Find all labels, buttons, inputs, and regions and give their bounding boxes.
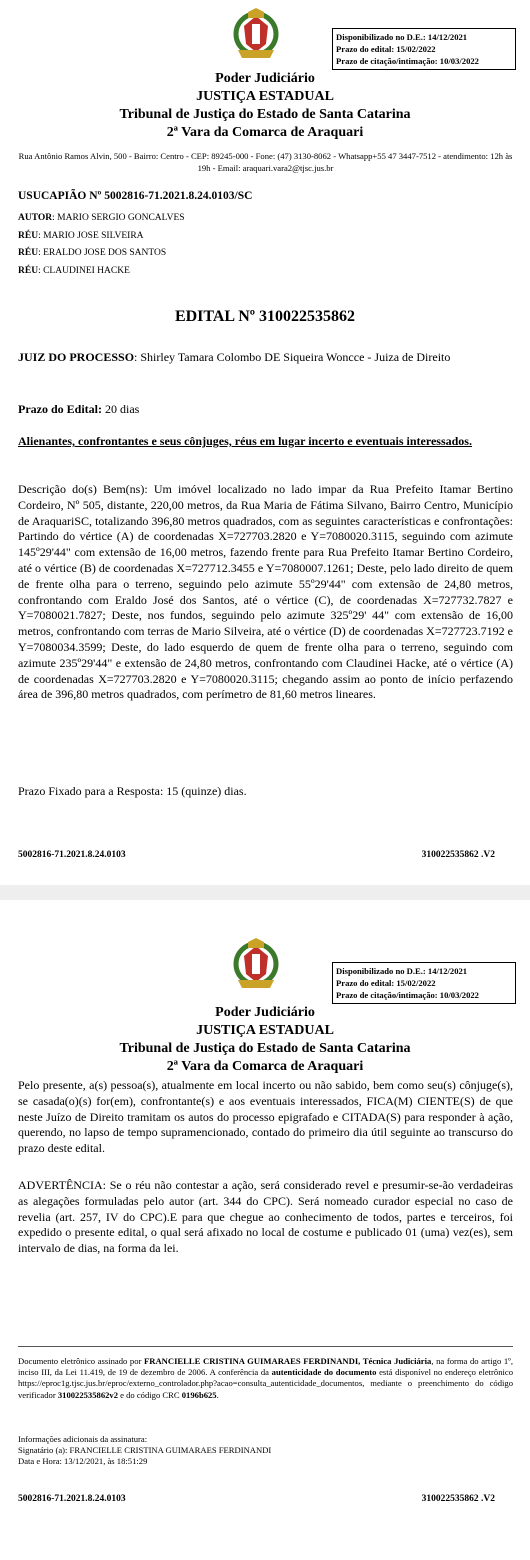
footer-document-id: 310022535862 .V2 (421, 850, 495, 860)
document-page-2 (0, 900, 530, 1560)
party-defendant-3: RÉU: CLAUDINEI HACKE (18, 265, 130, 276)
footer-document-id: 310022535862 .V2 (421, 1494, 495, 1504)
header-line-2: JUSTIÇA ESTADUAL (196, 89, 334, 104)
party-defendant-2: RÉU: ERALDO JOSE DOS SANTOS (18, 248, 167, 258)
property-description: Descrição do(s) Bem(ns): Um imóvel localizado no lado impar da Rua Prefeito Itamar Bertino Cordeiro, Nº 505, distante, 220,00 metros, da Rua Maria de Fátima Silvano, Bairro Centro, Município de AraquariSC, totalizando 396,80 metros quadrados, com as seguintes características e confrontações: Partindo do vértice (A) de coordenadas X=727703.2820 e Y=7080020.3115, seguindo com azimute 145º29'44" com extensão de 16,00 metros, fazendo frente para Rua Prefeito Itamar Bertino Cordeiro, até o vértice (B) de coordenadas X=727712.3455 e Y=7080007.1261; Deste, pelo lado direito de quem de frente olha para o terreno, seguindo pelo azimute 55º29'44" com extensão de 24,80 metros, confrontando com Eraldo José dos Santos, até o vértice (C), de coordenadas X=727732.7827 e Y=7080021.7827; Deste, nos fundos, seguindo pelo azimute 325º29' 44" com extensão de 16,00 metros, confrontando com terras de Mario Silveira, até o vértice (D) de coordenadas X=727723.7192 e Y=7080034.3599; Deste, do lado esquerdo de quem de frente olha para o terreno, seguindo com azimute 235º29'44" e extensão de 24,80 metros, confrontando com Claudinei Hacke, até o vértice (A) de coordenadas X=727703.2820 e Y=7080020.3115; chegando assim ao ponto de início perfazendo área de 396,80 metros quadrados, com perímetro de 81,60 metros lineares. (18, 482, 513, 702)
crc-code: 0196b625 (181, 1389, 217, 1400)
authenticity-label: autenticidade do documento (271, 1367, 377, 1378)
footer-process-number: 5002816-71.2021.8.24.0103 (18, 850, 126, 860)
signature-info (18, 1434, 513, 1468)
prazo-value: 20 dias (102, 402, 140, 416)
electronic-signature-notice: Documento eletrônico assinado por FRANCIELLE CRISTINA GUIMARAES FERDINANDI, Técnica Judiciária, na forma do artigo 1º, inciso III, da Lei 11.419, de 19 de dezembro de 2006. A conferência da autenticidade do documento está disponível no endereço eletrônico https://eproc1g.tjsc.jus.br/eproc/externo_controlador.php?acao=consulta_autenticidade_documentos, mediante o preenchimento do código verificador 310022535862v2 e do código CRC 0196b625. (18, 1356, 514, 1400)
publication-info-box (332, 28, 516, 70)
page-footer (18, 1494, 495, 1504)
court-address: Rua Antônio Ramos Alvin, 500 - Bairro: Centro - CEP: 89245-000 - Fone: (47) 3130-8062 - Whatsapp+55 47 3447-7512 - atendimento: 12h às 19h - Email: araquari.vara2@tjsc.jus.br (18, 151, 513, 173)
page-footer (18, 850, 495, 860)
publication-date: Disponibilizado no D.E.: 14/12/2021 (336, 966, 468, 976)
parties-list (18, 210, 185, 280)
court-header (0, 70, 530, 142)
header-line-2: JUSTIÇA ESTADUAL (196, 1023, 334, 1038)
coat-of-arms-icon (228, 6, 284, 62)
party-author: AUTOR: MARIO SERGIO GONCALVES (18, 213, 185, 223)
judge-label: JUIZ DO PROCESSO (18, 350, 135, 364)
signer-name: FRANCIELLE CRISTINA GUIMARAES FERDINANDI, Técnica Judiciária (144, 1356, 432, 1366)
header-line-3: Tribunal de Justiça do Estado de Santa Catarina (119, 107, 411, 122)
process-number: USUCAPIÃO Nº 5002816-71.2021.8.24.0103/SC (18, 190, 253, 202)
court-header (0, 1004, 530, 1076)
recipients-heading: Alienantes, confrontantes e seus cônjuges, réus em lugar incerto e eventuais interessados. (18, 434, 472, 448)
signature-datetime: Data e Hora: 13/12/2021, às 18:51:29 (18, 1456, 148, 1467)
citation-deadline: Prazo de citação/intimação: 10/03/2022 (336, 990, 479, 1000)
signature-divider (18, 1346, 513, 1347)
edital-deadline: Prazo do edital: 15/02/2022 (336, 978, 436, 988)
judge-line (18, 350, 513, 366)
edital-deadline: Prazo do edital: 15/02/2022 (336, 44, 436, 54)
citation-paragraph: Pelo presente, a(s) pessoa(s), atualmente em local incerto ou não sabido, bem como seu(s) cônjuge(s), se casada(o)(s) for(em), confrontante(s) e aos eventuais interessados, FICA(M) CIENTE(S) de que neste Juízo de Direito tramitam os autos do processo epigrafado e CITADA(S) para responder à ação, querendo, no lapso de tempo supramencionado, contado do primeiro dia útil seguinte ao transcurso do prazo deste edital. (18, 1078, 513, 1156)
party-defendant-1: RÉU: MARIO JOSE SILVEIRA (18, 230, 144, 241)
footer-process-number: 5002816-71.2021.8.24.0103 (18, 1494, 126, 1504)
warning-paragraph: ADVERTÊNCIA: Se o réu não contestar a ação, será considerado revel e presumir-se-ão verdadeiras as alegações formuladas pelo autor (art. 344 do CPC). Será nomeado curador especial no caso de revelia (art. 257, IV do CPC).E para que chegue ao conhecimento de todos, partes e terceiros, foi expedido o presente edital, o qual será afixado no local de costume e publicado 01 (uma) vez(es), sem intervalo de dias, na forma da lei. (18, 1178, 513, 1256)
publication-info-box (332, 962, 516, 1004)
header-line-1: Poder Judiciário (215, 1005, 315, 1020)
header-line-4: 2ª Vara da Comarca de Araquari (166, 1059, 364, 1074)
header-line-4: 2ª Vara da Comarca de Araquari (166, 125, 364, 140)
publication-date: Disponibilizado no D.E.: 14/12/2021 (336, 32, 468, 42)
prazo-label: Prazo do Edital: (18, 402, 102, 416)
signatory: Signatário (a): FRANCIELLE CRISTINA GUIMARAES FERDINANDI (18, 1445, 272, 1456)
coat-of-arms-icon (228, 936, 284, 992)
signature-info-title: Informações adicionais da assinatura: (18, 1434, 148, 1444)
prazo-line (18, 402, 513, 418)
edital-title: EDITAL Nº 310022535862 (174, 308, 356, 325)
verification-code: 310022535862v2 (57, 1389, 118, 1400)
judge-value: : Shirley Tamara Colombo DE Siqueira Woncce - Juiza de Direito (134, 350, 451, 364)
citation-deadline: Prazo de citação/intimação: 10/03/2022 (336, 56, 479, 66)
header-line-3: Tribunal de Justiça do Estado de Santa Catarina (119, 1041, 411, 1056)
header-line-1: Poder Judiciário (215, 71, 315, 86)
response-deadline: Prazo Fixado para a Resposta: 15 (quinze) dias. (18, 784, 247, 798)
